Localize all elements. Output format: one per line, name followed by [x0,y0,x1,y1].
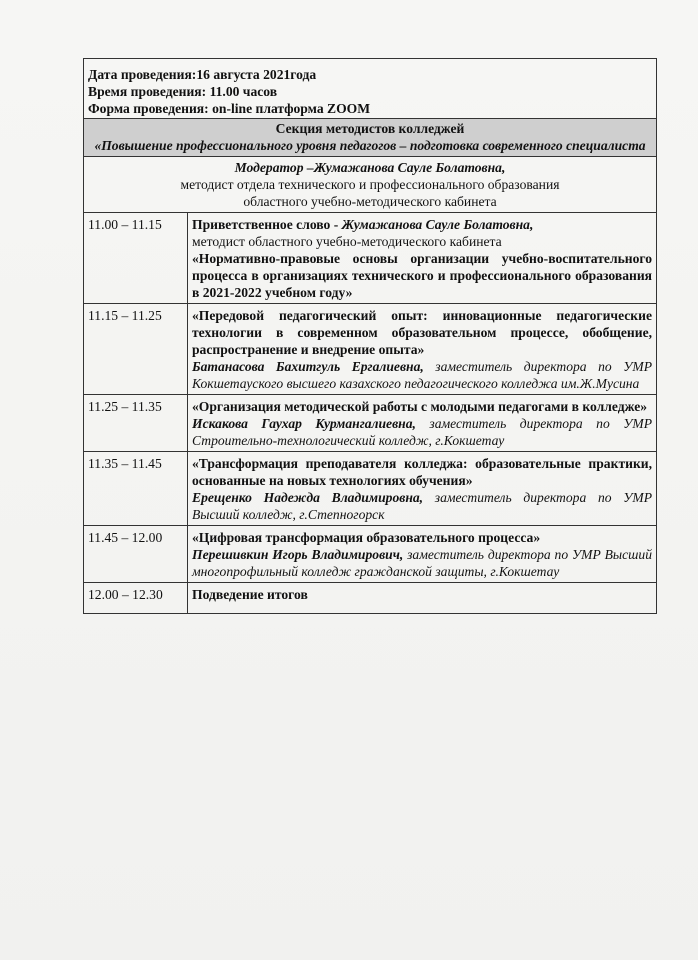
talk-title: «Передовой педагогический опыт: инновационные педагогические технологии в современном образовательном процессе, обобщение, распространение и внедрение опыта» [192,308,653,357]
schedule-content [188,304,657,395]
talk-title: «Трансформация преподавателя колледжа: образовательные практики, основанные на новых технологиях обучения» [192,456,653,488]
moderator-row [84,157,657,213]
moderator-position-line1: методист отдела технического и профессионального образования [180,177,560,192]
schedule-time: 12.00 – 12.30 [84,583,188,614]
schedule-row [84,213,657,304]
speaker-position: заместитель директора по УМР Высший колледж, г.Степногорск [192,490,652,522]
schedule-content [188,526,657,583]
moderator-cell [84,157,657,213]
speaker-name: Батанасова Бахитгуль Ергалиевна, [192,359,424,374]
speaker-position: заместитель директора по УМР Строительно-технологический колледж, г.Кокшетау [192,416,653,448]
schedule-row [84,304,657,395]
talk-title: «Цифровая трансформация образовательного процесса» [192,530,541,545]
meta-date: Дата проведения:16 августа 2021года [88,67,317,82]
schedule-row [84,583,657,614]
greeting-label: Приветственное слово - [192,217,342,232]
talk-title: «Организация методической работы с молодыми педагогами в колледже» [192,399,648,414]
talk-title: «Нормативно-правовые основы организации учебно-воспитательного процесса в организациях технического и профессионального образования в 2021-2022 учебном году» [192,251,653,300]
speaker-name: Искакова Гаухар Курмангалиевна, [192,416,416,431]
speaker-position: заместитель директора по УМР Высший многопрофильный колледж гражданской защиты, г.Кокшетау [192,547,653,579]
program-table [83,58,657,614]
speaker-position: заместитель директора по УМР Кокшетауского высшего казахского педагогического колледжа им.Ж.Мусина [192,359,653,391]
schedule-row [84,526,657,583]
schedule-row [84,452,657,526]
section-subtitle: «Повышение профессионального уровня педагогов – подготовка современного специалиста [94,138,646,153]
schedule-time: 11.00 – 11.15 [84,213,188,304]
section-row [84,119,657,157]
moderator-position-line2: областного учебно-методического кабинета [243,194,497,209]
schedule-time: 11.45 – 12.00 [84,526,188,583]
section-title: Секция методистов колледжей [275,121,465,136]
greeting-position: методист областного учебно-методического кабинета [192,234,502,249]
greeting-speaker: Жумажанова Сауле Болатовна, [341,217,534,232]
meta-time: Время проведения: 11.00 часов [88,84,278,99]
speaker-name: Ерещенко Надежда Владимировна, [192,490,424,505]
meta-cell [84,59,657,119]
schedule-time: 11.35 – 11.45 [84,452,188,526]
section-header [84,119,657,157]
schedule-time: 11.25 – 11.35 [84,395,188,452]
meta-row [84,59,657,119]
schedule-content [188,583,657,614]
meta-form: Форма проведения: on-line платформа ZOOM [88,101,371,116]
moderator-name: Модератор –Жумажанова Сауле Болатовна, [234,160,506,175]
schedule-content [188,452,657,526]
schedule-time: 11.15 – 11.25 [84,304,188,395]
schedule-content [188,213,657,304]
schedule-content [188,395,657,452]
speaker-name: Перешивкин Игорь Владимирович, [192,547,404,562]
closing-title: Подведение итогов [192,587,308,602]
schedule-row [84,395,657,452]
